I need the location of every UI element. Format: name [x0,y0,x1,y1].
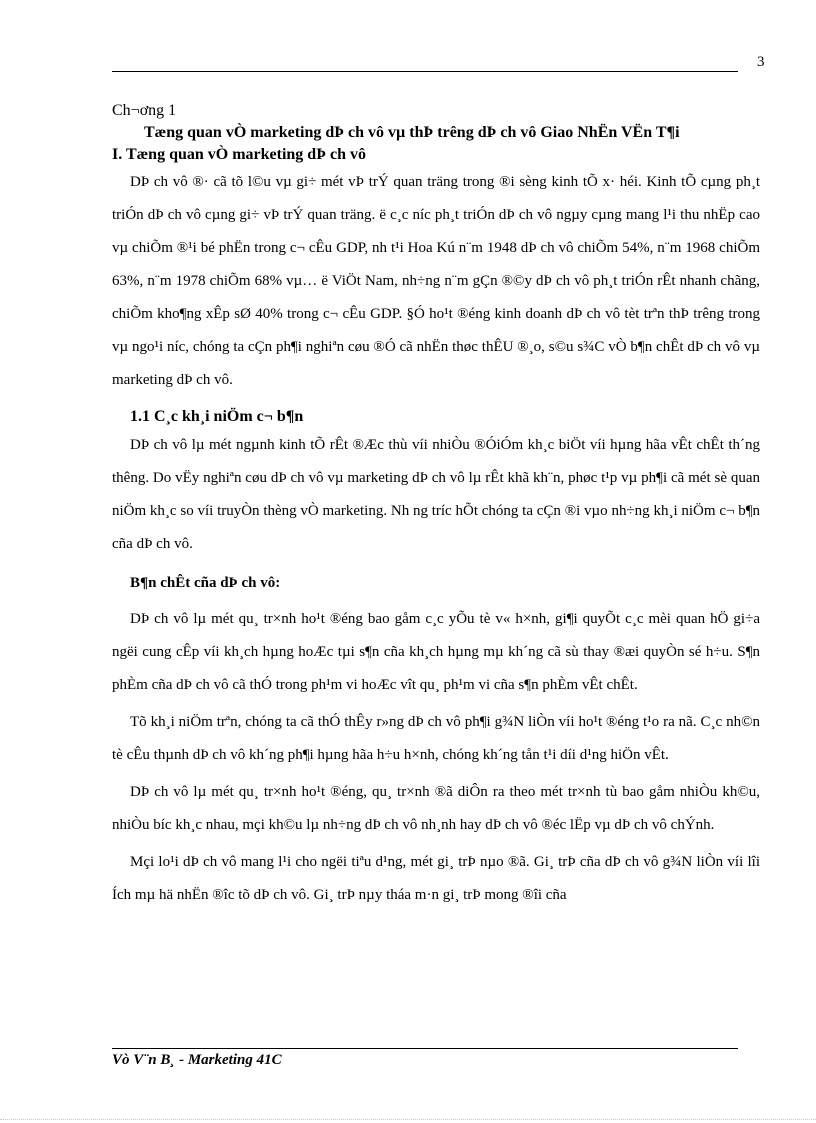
nature-paragraph: DÞ ch vô lµ mét qu¸ tr×nh ho¹t ®éng, qu¸ tr×nh ®ã diÔn ra theo mét tr×nh tù bao gåm nhiÒu kh©u, nhiÒu bíc kh¸c nhau, mçi kh©u lµ nh÷ng dÞ ch vô nh¸nh hay dÞ ch vô ®éc lËp vµ dÞ ch vô chÝnh. [112,784,760,833]
chapter-title: Tæng quan vÒ marketing dÞ ch vô vµ thÞ trêng dÞ ch vô Giao NhËn VËn T¶i [144,124,680,141]
concepts-paragraph: DÞ ch vô lµ mét ngµnh kinh tÕ rÊt ®Æc thù víi nhiÒu ®ÓiÓm kh¸c biÖt víi hµng hãa vÊt chÊt th´ng thêng. Do vËy nghiªn cøu dÞ ch vô vµ marketing dÞ ch vô lµ rÊt khã kh¨n, phøc t¹p vµ ph¶i cã mét sè quan niÖm kh¸c so víi truyÒn thèng vÒ marketing. Nh ng tríc hÕt chóng ta cÇn ®i vµo nh÷ng kh¸i niÖm c¬ b¶n cña dÞ ch vô. [112,437,760,552]
nature-paragraph: Tõ kh¸i niÖm trªn, chóng ta cã thÓ thÊy r»ng dÞ ch vô ph¶i g¾N liÒn víi ho¹t ®éng t¹o ra nã. C¸c nh©n tè cÊu thµnh dÞ ch vô kh´ng ph¶i hµng hãa h÷u h×nh, chóng kh´ng tån t¹i díi d¹ng hiÖn vÊt. [112,714,760,763]
page-edge-divider [0,1119,816,1120]
intro-paragraph: DÞ ch vô ®· cã tõ l©u vµ gi÷ mét vÞ trÝ quan träng trong ®i sèng kinh tÕ x· héi. Kinh tÕ cµng ph¸t triÓn dÞ ch vô cµng gi÷ vÞ trÝ quan träng. ë c¸c níc ph¸t triÓn dÞ ch vô ngµy cµng mang l¹i thu nhËp cao vµ chiÕm ®¹i bé phËn trong c¬ cÊu GDP, nh t¹i Hoa Kú n¨m 1948 dÞ ch vô chiÕm 54%, n¨m 1968 chiÕm 63%, n¨m 1978 chiÕm 68% vµ… ë ViÖt Nam, nh÷ng n¨m gÇn ®©y dÞ ch vô ph¸t triÓn rÊt nhanh chãng, chiÕm kho¶ng xÊp sØ 40% trong c¬ cÊu GDP. §Ó ho¹t ®éng kinh doanh dÞ ch vô tèt trªn thÞ trêng trong vµ ngo¹i níc, chóng ta cÇn ph¶i nghiªn cøu ®Ó cã nhËn thøc thÊU ®¸o, s©u s¾C vÒ b¶n chÊt dÞ ch vô vµ marketing dÞ ch vô. [112,174,760,388]
chapter-heading: Ch¬ơng 1 [112,102,177,119]
nature-paragraph: DÞ ch vô lµ mét qu¸ tr×nh ho¹t ®éng bao gåm c¸c yÕu tè v« h×nh, gi¶i quyÕt c¸c mèi quan hÖ gi÷a ngëi cung cÊp víi kh¸ch hµng hoÆc tµi s¶n cña kh¸ch hµng mµ kh´ng cã sù thay ®æi quyÒn sé h÷u. S¶n phÈm cña dÞ ch vô cã thÓ trong ph¹m vi hoÆc vît qu¸ ph¹m vi cña s¶n phÈm vÊt chÊt. [112,611,760,693]
footer-rule [112,1048,738,1049]
subsection-title: 1.1 C¸c kh¸i niÖm c¬ b¶n [130,408,304,425]
section-title: I. Tæng quan vÒ marketing dÞ ch vô [112,146,366,163]
page-content [112,100,760,912]
nature-paragraph: Mçi lo¹i dÞ ch vô mang l¹i cho ngëi tiªu d¹ng, mét gi¸ trÞ nµo ®ã. Gi¸ trÞ cña dÞ ch vô g¾N liÒn víi lîi Ích mµ hä nhËn ®îc tõ dÞ ch vô. Gi¸ trÞ nµy tháa m·n gi¸ trÞ mong ®îi cña [112,854,760,903]
page-number: 3 [757,54,765,70]
nature-label: B¶n chÊt cña dÞ ch vô: [130,575,281,591]
header-rule [112,71,738,72]
footer-author: Vò V¨n B¸ - Marketing 41C [112,1052,282,1068]
